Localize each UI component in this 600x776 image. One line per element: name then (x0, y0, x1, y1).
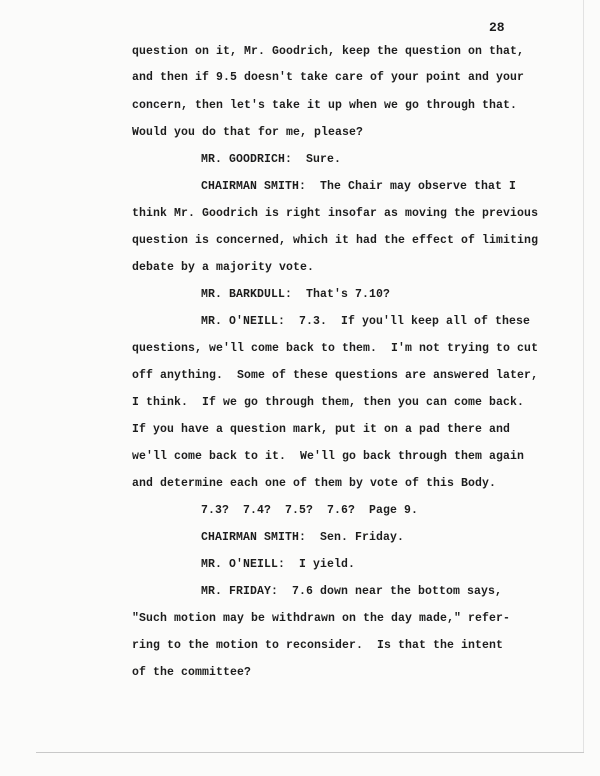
text-line: we'll come back to it. We'll go back through them again (132, 450, 525, 463)
text-line: CHAIRMAN SMITH: Sen. Friday. (201, 531, 405, 544)
text-line: and determine each one of them by vote of this Body. (132, 477, 497, 490)
text-line: debate by a majority vote. (132, 261, 315, 274)
text-line: questions, we'll come back to them. I'm not trying to cut (132, 342, 539, 355)
text-line: think Mr. Goodrich is right insofar as moving the previous (132, 207, 539, 220)
page-bottom-edge (36, 752, 584, 753)
text-line: concern, then let's take it up when we go through that. (132, 99, 518, 112)
text-line: CHAIRMAN SMITH: The Chair may observe that I (201, 180, 517, 193)
text-line: I think. If we go through them, then you can come back. (132, 396, 525, 409)
text-line: 7.3? 7.4? 7.5? 7.6? Page 9. (201, 504, 419, 517)
text-line: If you have a question mark, put it on a pad there and (132, 423, 511, 436)
text-line: of the committee? (132, 666, 252, 679)
text-line: MR. BARKDULL: That's 7.10? (201, 288, 391, 301)
text-line: ring to the motion to reconsider. Is that the intent (132, 639, 504, 652)
text-line: off anything. Some of these questions are answered later, (132, 369, 539, 382)
page-edge (583, 0, 584, 752)
text-line: question on it, Mr. Goodrich, keep the question on that, (132, 45, 525, 58)
text-line: MR. FRIDAY: 7.6 down near the bottom says, (201, 585, 503, 598)
text-line: MR. GOODRICH: Sure. (201, 153, 342, 166)
text-line: MR. O'NEILL: I yield. (201, 558, 356, 571)
page-number: 28 (489, 20, 505, 35)
text-line: Would you do that for me, please? (132, 126, 364, 139)
text-line: and then if 9.5 doesn't take care of your point and your (132, 71, 525, 84)
text-line: "Such motion may be withdrawn on the day made," refer- (132, 612, 511, 625)
text-line: question is concerned, which it had the effect of limiting (132, 234, 539, 247)
text-line: MR. O'NEILL: 7.3. If you'll keep all of these (201, 315, 531, 328)
